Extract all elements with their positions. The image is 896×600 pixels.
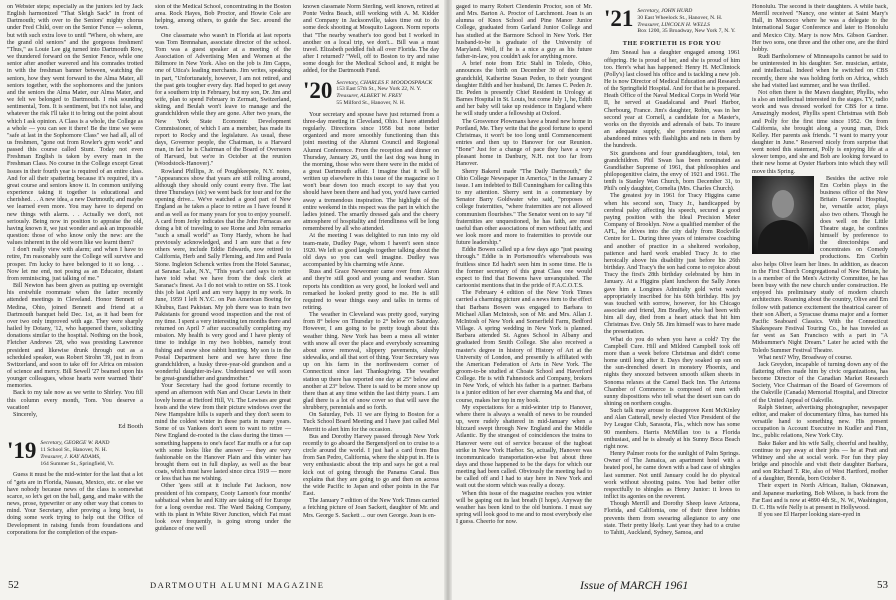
page-number: 52 xyxy=(8,579,19,591)
paragraph: What do you do when you have a cold? Try the Campbell Cure. Hill and Mildred Campbell took off more than a week before Christmas and didn't come home until long after it. Days they soaked up sun on the sun-drenched desert in monstery Phoenix, and nights they snoozed between smooth silken sheets in Sonoma relaxes at the Camel Back Inn. The Arizona Chamber of Commerce is composed of men with sunny dispositions who tell what the desert sun can do shining on northern coughs. xyxy=(604,336,740,407)
paragraph: Jack Greydon, incapable of turning down any of the flattering offers made him by civic organizations, has become Director of the Canadian Market Research Society, Vice Chairman of the Board of Governors of the Oakville (Canada) Memorial Hospital, and Director of the United Appeal of Oakville. xyxy=(752,361,888,404)
paragraph: Sherry Bakerel made "The Daily Dartmouth," the Ohio College Newspaper in America," in the January 2 issue. I am indebted to Bill Cunningham for calling this to my attention. Sherry sent in a commentary by Senator Barry Goldwater who said, "proposes of college fraternities, "where fraternities are not allowed communism flourishes." The Senator went on to say "if fraternities are unquestioned, he has faith, are most useful than other associations of men without faith; and we look more and more to fraternities to provide our future leadership." xyxy=(456,168,592,247)
paragraph: Though Merrill and Dorothy Sheep leave Arizona, Florida, and California, one of their three hobbies prevents them from swearing allegiance to any one state. Their pretty likely. Last year they had to a cruise to Tahiti, Auckland, Sydney, Samoa, and xyxy=(604,501,740,536)
class-header-1920 xyxy=(303,77,439,107)
paragraph: One classmate who wasn't in Florida at last reports was Tom Brennahan, associate director of the school. Tom was a guest speaker at a meeting of the Association of Advertising Men and Women at the Biltmore in New York. Also on the job is Jim Capps, one of Utica's leading merchants. Jim writes, speaking in part, "Unfortunately, however, I am not retired, and the past gets tougher every day. Had hoped to get away for a southern trip in February, but my son, Dr. Jim and wife, plan to spend February in Zermatt, Switzerland, skiing, and Beulah won't leave to manage and the grandchildren while they are gone. After two years, the New York State Economic Development Commissioner, of which I am a member, has made its report to Rocky and the legislature. As usual, these days, Governor people, the Chairman, is a Harvard man, in fact he is Chairman of the Board of Overseers of Harvard, but we're in October at the reunion (Woodstock-Hanover)." xyxy=(155,32,291,168)
secretary-address: 11 School St., Hanover, N. H. xyxy=(40,447,108,454)
right-column-1 xyxy=(456,4,592,572)
paragraph: Eddie Bowen called up a few days ago "just passing through." Eddie is in Portsmouth's whereabouts was fruitless since Ed hadn't seen him in some time. He is the former secretary of this great Class one would expect to find that Bowens have unvanquished. The cartoonist mentions that in the pride of F.A.C.O.T.S. xyxy=(456,247,592,290)
class-header-1919 xyxy=(7,440,143,467)
paragraph: on Webster steps; especially as the juniors led by Jack English harmonized "That Sleigh Sack" in front of Dartmouth; with over to the Seniors' mighty chorus under Fred Child, over on the Senior Fence — solemn, but with such extra love to until "Where, oh where, are the grand old seniors" and the gorgeous freshmen! "Thus," as Louie Lee gig turned into Dartmouth Row, we thundered forward on the Senior Fence, while one senior after another wavered and his comrades trotted in with the freshman banner between, watching the seniors, how they went forward to the Alma Mater, all seniors together, with the sophomores and the juniors and the seniors the Alma Mater, our Alma Mater, and we felt we belonged to Dartmouth. I risk sounding sentimental, Tom. It is sentiment, but it's not false, and whatever the risk I'll take it to bring out the point about which I ask opinion. A Class is a whole, the College as a whole — you can see it there! Be the time we were "safe at last in the Sophomore Class" we had all, all of us freshmen, "gone out from Rowler's gym work" and passed this course called Stunt. Today not even Freshman English is taken by every man in the Freshman Class. No course in the College except Great Issues in their fourth year is required of an entire class. And for all their spattering because it's required, it's a great course and seniors know it. In common unifying experience taking it together is educational and cherished. . . A new idea, a new Dartmouth; and maybe we learned even more. You may have to depend on new things with alarm. . . Actually we don't, not seriously. Being now in position to appraise the old, having known it, we just wonder and ask an impossible question: those of who know only the new: are the values inherent in the old worn like we learnt them? xyxy=(7,4,143,247)
paragraph: Bill Newton has been given as putting up overnight his erstwhile roommate when the latter recently attended meetings in Cleveland. Honor Bennett of Medina, Ohio, joined Bennett and friend at a Dartmouth banquet held Dec. 1st, as it had been for over two only improved with age. They were sharply hailed by Dotany, '12, who happened there, soliciting donations similar to the hospital. Nothing on the book, Fletcher Andrews '28, who was presiding Lawrence president and likewise drunk through out as a scheduled speaker, was Robert Strohn '39, just in from Switzerland, and soon to take off for Africa on mission of science and mercy. Bill Sewell '27 beamed upon his younger colleagues, whose hearts were warmed 'their' memories. xyxy=(7,283,143,390)
treasurer-label: Treasurer, LINCOLN H. WELLS xyxy=(637,21,710,28)
left-column-2 xyxy=(155,4,291,572)
treasurer-label: Treasurer, ALBERT W. FREY xyxy=(336,93,402,100)
paragraph: The greatest joy in 1961 for Tracy Higgins came when his second son, Tracy Jr., handicapped by cerebral palsy affecting his speech, secured a good paying position with the Ideal Precision Meter Company of Brooklyn. Now a qualified member of the AFL, he drives into the city daily from Rockville Centre for L. During three years of intensive coaching and another of practice in a sheltered workshop, patience and hard work enabled Tracy Jr. to rise heroically above his disability just before his 26th birthday. And Tracy's the son had come to rejoice about Tracy the first's 28th birthday celebrated by him in January. At a Higgins plant luncheon the Sally Jones gave him a Longines Admiralty gold wrist watch appropriately inscribed for his 60th birthday. His joy was touched with sorrow, however, for his Chicago associate and friend, Jim Bradley, who had been with him all day, died from a heart attack that hit him Christmas Eve. Only 58. Jim himself was to have made the presentation. xyxy=(604,193,740,336)
paragraph: Rowland Phillips, Jr. of Poughkeepsie, N.Y. notes, "Appearances show that years are still rolling around, although they should only count every five. The last three Thursdays (sic) we went back for tour and for the opening drive... We've watched a good part of New England as he takes a place to retire as I have found it and as well as for many years for you to enjoy yourself. A card from Jerky indicates that the John Fernacas are doing a bit of traveling to see Rome and John remarks "such a small world" as Tony Hardy, whom he had previously acknowledged, and I am sure that a few others were, include Eddie Edwards, now retired to California, Herb and Sally Fleming, and Jim and Paula Stone. Ingleton Schenck writes from the Hotel Saranac, at Saranac Lake, N.Y., "This year's card says to retire have told what we have from the desk clerk at Saranac's finest. As I do not wish to retire on SS. I took this job last April and am very happy in my work. In June, 1959 I left N.Y.C. on Pan American Boeing for Khubus, East Pakistan. My job there was to train two Pakistanis for ground wood inspection and the rest of my time. I spent a very interesting ten months there and returned on April 7 after successfully completing my mission. My health is very good and I have plenty of time to indulge in my two hobbies, namely trout fishing and snow shoe rabbit hunting. My son is in the Postal Department here and we have three fine grandchildren, a husky three-year-old grandson and a wonderful daughter-in-law. Understand we will soon be great-grandfather and grandmother." xyxy=(155,168,291,383)
treasurer-address: 55 Milford St., Hanover, N. H. xyxy=(336,99,406,106)
signoff-label: Sincerely, xyxy=(13,411,38,418)
paragraph: sion of the Medical School, concentrating in the Boston area. Rock Hayes, Bob Proctor, and Howie Cole are helping, among others, to guide the Sec. around the town. xyxy=(155,4,291,32)
paragraph: Your secretary and spouse have just returned from a three-day meeting in Cleveland, Ohio. I have attended regularly. Directions since 1958 but none better organized and more smoothly functioning than this joint meeting of the Alumni Council and Regional Alumni Conference. From the reception and dinner on Thursday, January 26, until the last dog was hung in the morning, those who were there were in the midst of a great Dartmouth affair. I imagine that it will be written up elsewhere in this issue of the magazine so I won't bear down too much except to say that you should have been there and had you, you'd have carried away a tremendous inspiration. The highlight of the entire weekend in this respect was the part in which the ladies joined. The smartly dressed gals and the cheery atmosphere of hospitality and friendliness will be long remembered by all who attended. xyxy=(303,111,439,233)
class-officers xyxy=(336,80,432,107)
section-subhead: THE FORTIETH IS FOR YOU xyxy=(622,40,722,48)
paragraph: Such talk may arouse to disapprove Kent McKinley and Alan Catterall, newly elected Vice President of the Ivy League Club, Sarasota, Fla., which now has some 90 members. Harris McMillan too is a Florida enthusiast, and he is already at his Sunny Boca Beach right now. xyxy=(604,408,740,450)
left-column-3 xyxy=(303,4,439,572)
paragraph: Ralph Steiner, advertising photographer, newspaper editor, and maker of documentary films, has turned his versatile hand to something new. His present occupation is Account Executive in Kudler and Finn, Inc., public relations, New York City. xyxy=(752,404,888,440)
class-header-1921 xyxy=(604,8,740,35)
secretary-label: Secretary, JOHN HURD xyxy=(637,8,693,14)
right-column-2 xyxy=(604,4,740,572)
portrait-shoulders xyxy=(758,220,808,254)
paragraph: Bake Baker and his wife Sally, cheerful and healthy, continue to pay away at their jobs — he at Pratt and Whitney and she at social work. For fun they play bridge and pinochle and visit their daughter Barbara, and son Richard T. Rie, also of West Hartford, mother of a daughter, Brenda, born October 8. xyxy=(752,440,888,483)
paragraph: Rudi Bartholomew of Minneapolis cannot be said to be uninterested in his daughter. Ser. musician, artiste, and intellectual. Indeed when he switched on CBS recently, there she was holding forth on Africa, which she had visited last summer, and he was thrilled. xyxy=(752,54,888,89)
class-year: '20 xyxy=(303,77,333,103)
paragraph: Not often there is the Mawn daughter, Phyllis, who is also an intellectual interested in the stages. TV, radio work and was dressed worked for CBS for a time. Amazingly modest, Phyllis spent Christmas with Bob and Polly for the first time since 1952. On from California, she brought along a young man, Dick Kelley. Her parents ask friends. "I want to marry your daughter in June." Reserved nicely from surprise that went noted this statement, Polly is enjoying life at a slower tempo, and she and Bob are looking forward to their new home at Oyster Harbors into which they will move this Spring. xyxy=(752,89,888,175)
paragraph: The January 7 edition of the New York Times carried a fetching picture of Joan Sackett, daughter of Mr. and Mrs. George S. Sackett ... our own George. Joan is en- xyxy=(303,498,439,519)
class-year: '19 xyxy=(7,438,37,464)
paragraph: A brief note from Eric Stahl in Toledo, Ohio, announces the birth on December 30 of their first grandchild, Katherine Susan Peden, to their youngest daughter Edith and her husband, Dr. James C. Peden Jr. Dr. Peden is presently Chief Resident in Urology at Barnes Hospital in St. Louis, but come July 1, he, Edith and her baby will take up residence in England where he will study under a fellowship at Oxford. xyxy=(456,61,592,118)
class-officers xyxy=(637,8,735,35)
secretary-label: Secretary, GEORGE W. RAND xyxy=(40,440,110,447)
right-column-3 xyxy=(752,4,888,572)
paragraph: Your Secretary had the good fortune recently to spend an afternoon with Nan and Oscar Lewis in their lovely home at Hetford Hill, Vt. The Lewises are great hosts and the view from their picture windows over the New Hampshire hills is superb and they don't seem to mind the coldest winter in these parts in many years. Some of us Yankees don't seem to want to retire — New England de-rooted is the class during the times — something happens to one's face! Ear muffs or a fur cap with some looks like the answer — they are very fashionable on the Hanover Plain and this winter has brought them out in full display, as well as the bear coats, which must have lasted since circa 1919 — more or less that has me wishing. xyxy=(155,383,291,483)
left-page-footer xyxy=(0,577,446,593)
signoff-name: Ed Booth xyxy=(118,423,143,431)
paragraph: Guess it must be the mid-winter for the last that a lot of "gets are in Florida, Nassau, Mexico, etc. or else we have nobody because news of the class is somewhat scarce, so let's get on the ball, gang, and make with the news, prose, typewriter or any other way that comes to mind. Your Secretary, after proving a long bout, is doing some work trying to help out the Office of Development in raising funds from foundations and corporations for the completion of the expan- xyxy=(7,472,143,536)
paragraph: Bus and Dorothy Harvey passed through New York recently to go aboard the Bergensfjord on to cruise to a circle around the world. I just had a card from Bus from San Pedro, California, where the ship put in. He is very enthusiastic about the trip and says he got a real kick out of going through the Panama Canal. Bus explains that they are going to go and then on across the wide Pacific to Japan and other points in the Far East. xyxy=(303,433,439,498)
left-page xyxy=(0,0,446,600)
paragraph: My expectations for a mid-winter trip to Hanover, where there is always a wealth of news to be rounded up, were rudely shattered in mid-January when a blizzard swept through New England and the Middle Atlantic. By the strangest of coincidences the trains to Hanover were out of service because of the tugboat strike in New York Harbor. So, actually, Hanover was incommunicado transportation-wise but about three days and those happened to be the days for which our meeting had been called. Obviously the meeting had to be called off and I had to stay here in New York and wait out the storm which was really a doozy. xyxy=(456,404,592,490)
paragraph: Honolulu. The second is their daughters. A while back, Merrill received "Nancy, one winter at Saint Mary's Hall, in Monceco where he was a delegate to the International Sugar Conference and later to Honolulu and Mexico City. Mary is now Mrs. Gibson Gardner. Her two sons, one three and the other one, are the third hobby. xyxy=(752,4,888,53)
paragraph: Henry Palmer roots for the sunlight of Palm Springs. Owner of The Jamaica, an apartment hotel with a heated pool, he came down with a bad case of shingles last summer. Not until January could he do physical work without shooting pains. You had better offer respectfully to shingles as Henry Junior: it loves to inflict its agonies on the reverent. xyxy=(604,451,740,501)
right-page xyxy=(450,0,896,600)
paragraph: Russ and Grace Neweomer came over from Akron and they're still good and young and weather. Stan reports his condition as very good, he looked well and remarked he looked pretty good to me. He is still required to wear things easy and talks in terms of retiring. xyxy=(303,269,439,311)
treasurer-label: Treasurer, J. KAY ADAMS, xyxy=(40,453,101,460)
paragraph: Back to my tale now as we write to Shirley. You fill this column every month, Tom. You deserve a vacation! xyxy=(7,390,143,411)
paragraph: known classmate Norm Sterling, well known, retired at Ponte Vedra Beach, still working with A. M. Kidder and Company in Jacksonville, takes time out to do some deck shooting at Mosquito Lagoon. Norm reports that "The nearby weather's too good but I worked in another on a local trip, we don't... Bill was a must travel. Elizabeth peddled fish all over Florida. The day after I returned? "Well, off to Boston to try and raise some dough for the Medical School and, it might be added, for the Dartmouth Fund. xyxy=(303,4,439,75)
paragraph: If you see El Harper looking stare-eyed in xyxy=(758,512,861,519)
magazine-title: DARTMOUTH ALUMNI MAGAZINE xyxy=(150,580,325,590)
paragraph: Besides the active role Em Corbin plays in the business office of the New Britain General Hospital, he, versatile actor, plays also two others. Though he does well on the Little Theatre stage, he confines himself by preference to the directorships and concentrates on Comedy productions. Em Corbin also helps Olive learn her lines. In addition, as deacon in the First Church Congregational of New Britain, he is a member of the Men's Activity Committee, he has been busy with the new church under construction. He enjoyed his preliminary study of modern church architecture. Roaming about the country, Olive and Em follow with patience excitement the theatrical career of their son Albert, a Syracuse drama major and a former Pacific Seaboard Classics. With the Connecticut Shakespeare Festival Touring Co., he has traveled as far west as San Francisco with a part in "A Midsummer's Night Dream." Later he acted with the Toledo Summer Festival Theatre. xyxy=(752,175,888,354)
paragraph: The Grosvenor Plowmans have a brand new home in Portland, Me. They write that the good fortune to spend Christmas, it won't be too long until Commencement entries and then up to Hanover for our Reunion. "Bone" Just for a change of pace they have a very pleasant home in Danbury, N.H. not too far from Hanover. xyxy=(456,118,592,168)
treasurer-address: 164 Summer St., Springfield, Vt. xyxy=(40,460,115,467)
left-column-1 xyxy=(7,4,143,572)
class-year: '21 xyxy=(604,6,634,31)
paragraph: On Saturday, Feb. 11 we are flying to Boston for a Tuck School Board Meeting and I have just called Mel Merritt to alert him for the occasion. xyxy=(303,412,439,433)
right-page-footer xyxy=(450,577,896,593)
paragraph: When this issue of the magazine reaches you winter will be gaping out its last breath (I hope). Anyway the weather has been kind to the old bunions. I must say spring will look good to me and to most everybody else I guess. Cheerio for now. xyxy=(456,490,592,526)
paragraph: Six grandsons and four granddaughters, total, ten grandchildren. Phil Swan has been nominated as Grandfather Supreme of 1961, that philosophies and philopogenitive claim, the envy of 1921 and 1961. The tenth is Stanley Wan Church, born December 31, to Phil's only daughter, Cornelia (Mrs. Charles Church). xyxy=(604,150,740,193)
treasurer-address: Box 1200, 35 Broadway, New York 7, N. Y. xyxy=(637,28,736,35)
paragraph: The weather in Cleveland was pretty good, varying from 8° below on Thursday to 2° below on Saturday. However, I am going to be pretty tough about this weather thing. New York has been a mess all winter with snow all over the place and everybody screaming about snow removal, slippery pavements, slushy sidewalks, and all that sort of thing. Your Secretary was up on his farm in the northwestern corner of Connecticut since last Thanksgiving. The weather station up there has reported one day at 25° below and another at 23° below. There is said to be more snow up there than at any time within the last thirty years. I am glad there is a lot of snow cover so that will save the shrubbery, perennials and so forth. xyxy=(303,312,439,412)
paragraph: Their expert in North African, Italian, Okinawan, and Japanese marketing, Bob Wilson, is back from the Far East and is now at 4890 4th St., N. W., Washington, D. C. His wife Nelly is at present in Hollywood. xyxy=(752,483,888,511)
portrait-face xyxy=(772,190,794,218)
paragraph: The February 4 edition of the New York Times carried a charming picture and a news item to the effect that Barbara Bowen was engaged to Barbara to Michael Allan McIntosh, son of Mr. and Mrs. Allan J. McIntosh of New York and Somerfield Farm, Bedford Village. A spring wedding in New York is planned. Barbara attended St. Agnes School in Albany and graduated from Smith College. She also received a master's degree in history of History of Art at the University of London, and presently is affiliated with the American Federation of Arts in New York. The groom-to-be studied at Choate School and Haverford College. He is with Fahnestock and Company, brokers in New York, of which his father is a partner. Barbara is a junior edition of her ever charming Ma and that, of course, makes her top in my book. xyxy=(456,290,592,404)
paragraph: Jim Sneaul has a daughter engaged among 1961 offspring. He is proud of her, and she is proud of him too. Here's what has happened: Henry H. McClintock (Polly's) last closed his office and is tackling a new job. He is now Director of Medical Education and Research of the Springfield Hospital. And for that he is prepared. Heath Office of the Naval Medical Corps in World War II, he served at Guadalcanal and Pearl Harbor, Cherbourg, France. Jim's daughter, Robin, was in her second year at Cornell, a candidate for a Master's, works on the thyroids and adrenals of bats. To insure an adequate supply, she penetrates caves and abandoned mines with flashlights and nets in them by the hundreds. xyxy=(604,50,740,150)
paragraph: I don't really view with alarm; and when I have to retire, I'm reasonably sure the College will survive and prosper. I'm lucky to have belonged to it so long. . . Now let me end, not posing as an Educator, distant from reminiscing, just talking of me." xyxy=(7,247,143,282)
secretary-address: 153 East 57th St., New York 22, N. Y. xyxy=(336,86,422,93)
issue-label: Issue of MARCH 1961 xyxy=(580,577,689,592)
paragraph: At the meeting I was delighted to run into my old team-mate, Dudley Page, whom I haven't seen since 1920. We left so good laughs together talking about the old days so you can well imagine. Dudley was accompanied by his charming wife Anne. xyxy=(303,233,439,269)
paragraph: gaged to marry Robert Clendenin Proctor, son of Mr. and Mrs. Barton A. Proctor of Larchmont. Joan is an alumna of Knox School and Pine Manor Junior College, graduated from Garland Junior College and has studied at the Barmore School in New York. Her husband-to-be is graduate of the University of Maryland. Well, if he is a nice a guy as his future father-in-law, you couldn't ask for anything more. xyxy=(456,4,592,61)
secretary-address: 30 East Wheelock St., Hanover, N. H. xyxy=(637,14,723,21)
class-officers xyxy=(40,440,114,467)
portrait-photo xyxy=(752,176,814,254)
page-number: 53 xyxy=(877,579,888,591)
paragraph: Other 'gees still at it include Fat Jackson, now president of his company, Cooty Lamon's four months' sabbatical when he and Kitty are taking off for Europe for a long overdue rest. The Ward Baking Company, with its plant in White River Junction, which Fat must look over frequently, is going strong under the guidance of one well xyxy=(155,483,291,533)
secretary-label: Secretary, CHARLES F. MOODOSPRACK xyxy=(336,79,433,86)
paragraph: What next? Why, Broadway of course. xyxy=(758,354,853,361)
